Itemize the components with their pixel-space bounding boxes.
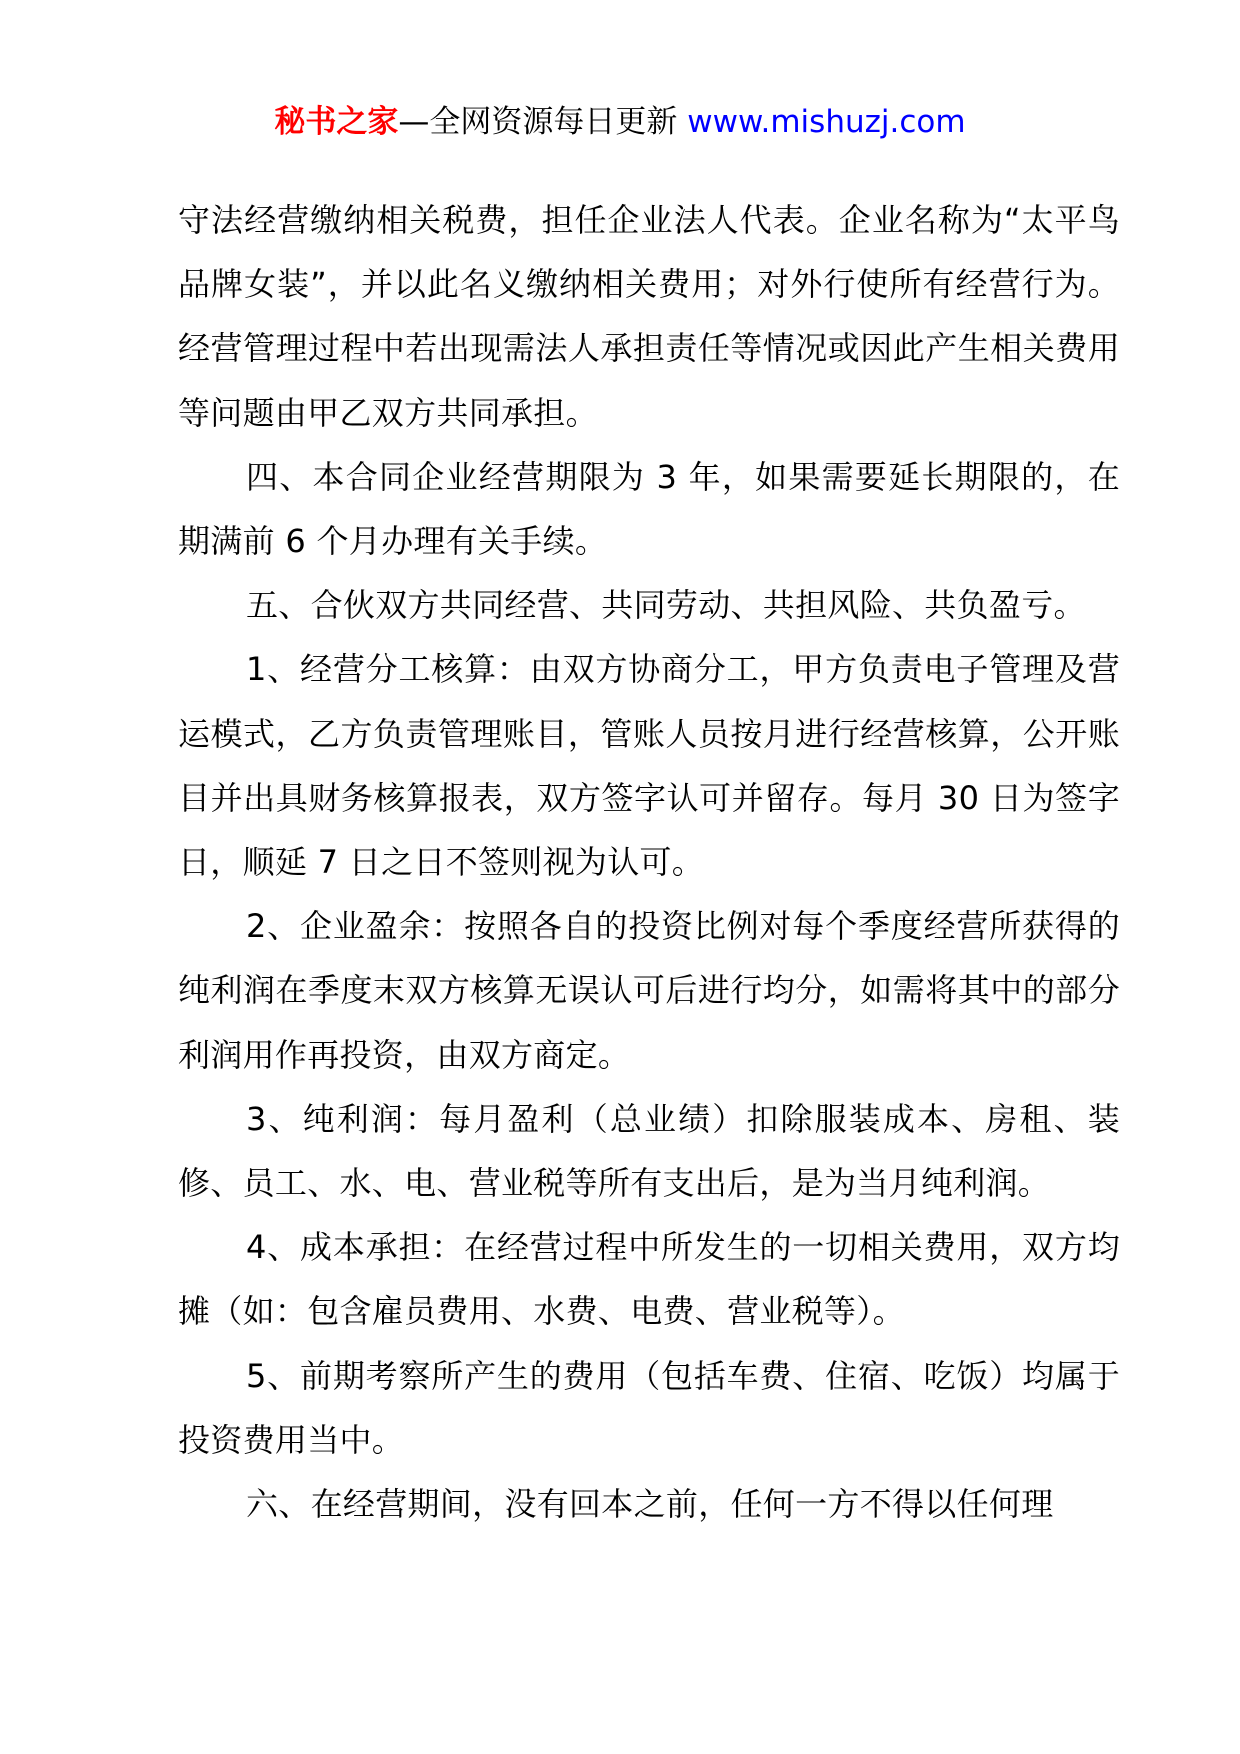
clause-5-2-surplus: 2、企业盈余：按照各自的投资比例对每个季度经营所获得的纯利润在季度末双方核算无误认可后进行均分，如需将其中的部分利润用作再投资，由双方商定。 [178,907,1120,1074]
site-slogan: —全网资源每日更新 [398,104,678,140]
paragraph-continuation: 守法经营缴纳相关税费，担任企业法人代表。企业名称为“太平鸟品牌女装”，并以此名义缴纳相关费用；对外行使所有经营行为。经营管理过程中若出现需法人承担责任等情况或因此产生相关费用等问题由甲乙双方共同承担。 [178,201,1120,432]
clause-5-5-preliminary-costs: 5、前期考察所产生的费用（包括车费、住宿、吃饭）均属于投资费用当中。 [178,1356,1120,1459]
site-url-link[interactable]: www.mishuzj.com [687,104,966,140]
site-header-banner [0,100,1240,144]
document-body [178,188,1120,1536]
clause-6-restrictions: 六、在经营期间，没有回本之前，任何一方不得以任何理 [246,1485,1054,1524]
clause-5-3-net-profit: 3、纯利润：每月盈利（总业绩）扣除服装成本、房租、装修、员工、水、电、营业税等所有支出后，是为当月纯利润。 [178,1099,1120,1203]
clause-4-term: 四、本合同企业经营期限为 3 年，如果需要延长期限的，在期满前 6 个月办理有关手续。 [178,457,1120,561]
clause-5-joint-operation: 五、合伙双方共同经营、共同劳动、共担风险、共负盈亏。 [246,586,1086,625]
clause-5-4-cost-sharing: 4、成本承担：在经营过程中所发生的一切相关费用，双方均摊（如：包含雇员费用、水费、电费、营业税等）。 [178,1228,1120,1331]
clause-5-1-accounting: 1、经营分工核算：由双方协商分工，甲方负责电子管理及营运模式，乙方负责管理账目，管账人员按月进行经营核算，公开账目并出具财务核算报表，双方签字认可并留存。每月 30 日为签字日，顺延 7 日之日不签则视为认可。 [178,650,1120,882]
site-brand-name: 秘书之家 [274,104,399,140]
